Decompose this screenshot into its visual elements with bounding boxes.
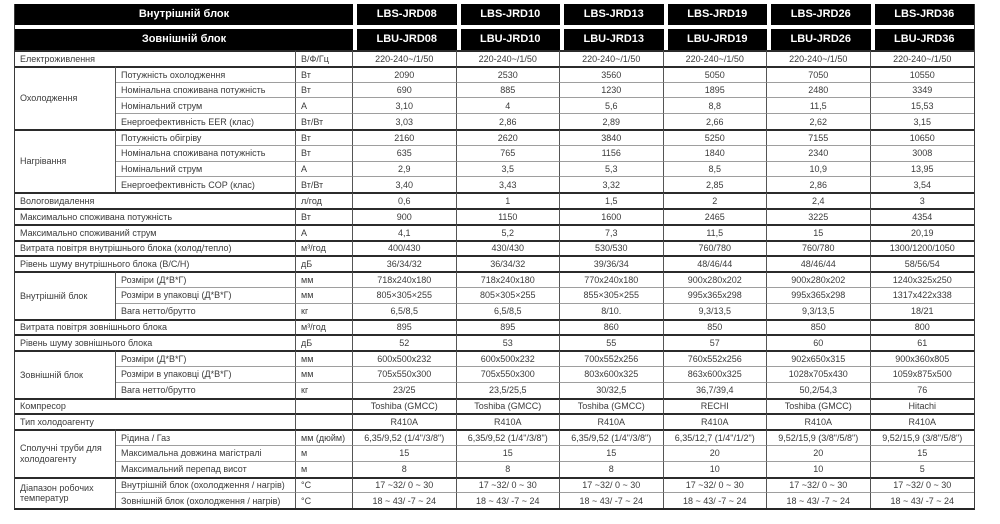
value-cell: 1,5 (560, 192, 664, 208)
value-cell: 5,2 (457, 224, 561, 240)
value-cell: 20,19 (871, 224, 975, 240)
value-cell: 20 (664, 445, 768, 461)
outdoor-model-header: LBU-JRD13 (560, 29, 664, 50)
value-cell: 8/10. (560, 303, 664, 319)
value-cell: 61 (871, 334, 975, 350)
value-cell: 2465 (664, 208, 768, 224)
value-cell: 18 ~ 43/ -7 ~ 24 (871, 492, 975, 508)
unit-cell: кг (296, 303, 353, 319)
value-cell: 3 (871, 192, 975, 208)
value-cell: 18 ~ 43/ -7 ~ 24 (767, 492, 871, 508)
unit-cell: Вт/Вт (296, 113, 353, 129)
value-cell: 895 (353, 319, 457, 335)
unit-cell: А (296, 161, 353, 177)
value-cell: 8 (353, 461, 457, 477)
unit-cell: дБ (296, 255, 353, 271)
value-cell: 6,5/8,5 (457, 303, 561, 319)
value-cell: Hitachi (871, 398, 975, 414)
unit-cell: м³/год (296, 319, 353, 335)
unit-cell: м³/год (296, 240, 353, 256)
value-cell: 15,53 (871, 97, 975, 113)
unit-cell: В/Ф/Гц (296, 50, 353, 66)
unit-cell: Вт (296, 145, 353, 161)
value-cell: 800 (871, 319, 975, 335)
value-cell: 900x360x805 (871, 350, 975, 366)
outdoor-model-header: LBU-JRD26 (767, 29, 871, 50)
indoor-model-header: LBS-JRD08 (353, 4, 457, 25)
spec-row (15, 224, 974, 240)
unit-cell (296, 413, 353, 429)
spec-row (15, 350, 974, 366)
value-cell: 2,89 (560, 113, 664, 129)
value-cell: 1156 (560, 145, 664, 161)
value-cell: 58/56/54 (871, 255, 975, 271)
spec-row (15, 413, 974, 429)
unit-cell: л/год (296, 192, 353, 208)
spec-label-cell: Максимальна довжина магістралі (116, 445, 296, 461)
value-cell: 3349 (871, 82, 975, 98)
indoor-model-header: LBS-JRD36 (871, 4, 975, 25)
unit-cell: мм (дюйм) (296, 429, 353, 445)
value-cell: RECHI (664, 398, 768, 414)
spec-label-cell: Потужність охолодження (116, 66, 296, 82)
spec-row (15, 461, 974, 477)
unit-cell: А (296, 224, 353, 240)
spec-label-cell: Розміри (Д*В*Г) (116, 271, 296, 287)
spec-label-cell: Вага нетто/брутто (116, 303, 296, 319)
value-cell: 600x500x232 (457, 350, 561, 366)
value-cell: Toshiba (GMCC) (560, 398, 664, 414)
value-cell: 17 ~32/ 0 ~ 30 (664, 477, 768, 493)
value-cell: 5 (871, 461, 975, 477)
spec-row (15, 382, 974, 398)
spec-row (15, 445, 974, 461)
value-cell: 39/36/34 (560, 255, 664, 271)
indoor-model-header: LBS-JRD10 (457, 4, 561, 25)
value-cell: 4,1 (353, 224, 457, 240)
value-cell: 1240x325x250 (871, 271, 975, 287)
value-cell: 3225 (767, 208, 871, 224)
value-cell: 1150 (457, 208, 561, 224)
value-cell: 10 (767, 461, 871, 477)
value-cell: 895 (457, 319, 561, 335)
value-cell: 1028x705x430 (767, 366, 871, 382)
value-cell: 1300/1200/1050 (871, 240, 975, 256)
spec-label-cell: Вологовидалення (15, 192, 296, 208)
value-cell: 2,85 (664, 176, 768, 192)
value-cell: 6,5/8,5 (353, 303, 457, 319)
unit-cell: мм (296, 350, 353, 366)
group-label-cell: Нагрівання (15, 129, 116, 192)
value-cell: 805×305×255 (353, 287, 457, 303)
value-cell: 3,40 (353, 176, 457, 192)
value-cell: 7,3 (560, 224, 664, 240)
value-cell: 3,10 (353, 97, 457, 113)
spec-label-cell: Максимальний перепад висот (116, 461, 296, 477)
spec-row (15, 271, 974, 287)
value-cell: 1895 (664, 82, 768, 98)
spec-label-cell: Розміри в упаковці (Д*В*Г) (116, 287, 296, 303)
value-cell: 220-240~/1/50 (560, 50, 664, 66)
value-cell: 18/21 (871, 303, 975, 319)
value-cell: 36/34/32 (457, 255, 561, 271)
value-cell: 2 (664, 192, 768, 208)
value-cell: 2530 (457, 66, 561, 82)
value-cell: 900 (353, 208, 457, 224)
value-cell: 10650 (871, 129, 975, 145)
spec-label-cell: Розміри в упаковці (Д*В*Г) (116, 366, 296, 382)
spec-label-cell: Номінальний струм (116, 161, 296, 177)
value-cell: 220-240~/1/50 (664, 50, 768, 66)
unit-cell (296, 398, 353, 414)
spec-label-cell: Зовнішній блок (охолодження / нагрів) (116, 492, 296, 508)
value-cell: 765 (457, 145, 561, 161)
value-cell: 5250 (664, 129, 768, 145)
value-cell: 805×305×255 (457, 287, 561, 303)
value-cell: 600x500x232 (353, 350, 457, 366)
value-cell: 9,3/13,5 (664, 303, 768, 319)
value-cell: 53 (457, 334, 561, 350)
value-cell: 1600 (560, 208, 664, 224)
value-cell: 1840 (664, 145, 768, 161)
value-cell: 15 (457, 445, 561, 461)
value-cell: Toshiba (GMCC) (767, 398, 871, 414)
value-cell: 2,86 (457, 113, 561, 129)
value-cell: 902x650x315 (767, 350, 871, 366)
value-cell: 15 (871, 445, 975, 461)
spec-label-cell: Енергоефективність EER (клас) (116, 113, 296, 129)
unit-cell: Вт (296, 129, 353, 145)
spec-row (15, 97, 974, 113)
group-label-cell: Зовнішній блок (15, 350, 116, 397)
value-cell: 36,7/39,4 (664, 382, 768, 398)
value-cell: 718x240x180 (457, 271, 561, 287)
value-cell: 3,5 (457, 161, 561, 177)
value-cell: 7050 (767, 66, 871, 82)
value-cell: 220-240~/1/50 (457, 50, 561, 66)
value-cell: 3840 (560, 129, 664, 145)
unit-cell: м (296, 445, 353, 461)
value-cell: 3,15 (871, 113, 975, 129)
value-cell: 6,35/9,52 (1/4"/3/8") (457, 429, 561, 445)
value-cell: 9,52/15,9 (3/8"/5/8") (871, 429, 975, 445)
value-cell: R410A (871, 413, 975, 429)
unit-cell: мм (296, 366, 353, 382)
value-cell: 6,35/12,7 (1/4"/1/2") (664, 429, 768, 445)
value-cell: 2160 (353, 129, 457, 145)
value-cell: 2,9 (353, 161, 457, 177)
spec-label-cell: Номінальний струм (116, 97, 296, 113)
value-cell: Toshiba (GMCC) (353, 398, 457, 414)
spec-row (15, 129, 974, 145)
spec-label-cell: Внутрішній блок (охолодження / нагрів) (116, 477, 296, 493)
spec-label-cell: Номінальна споживана потужність (116, 145, 296, 161)
value-cell: 15 (353, 445, 457, 461)
value-cell: 52 (353, 334, 457, 350)
value-cell: 855×305×255 (560, 287, 664, 303)
value-cell: 400/430 (353, 240, 457, 256)
value-cell: 718x240x180 (353, 271, 457, 287)
value-cell: 760/780 (767, 240, 871, 256)
value-cell: 6,35/9,52 (1/4"/3/8") (353, 429, 457, 445)
indoor-model-header: LBS-JRD26 (767, 4, 871, 25)
value-cell: 8 (560, 461, 664, 477)
value-cell: 900x280x202 (664, 271, 768, 287)
spec-row (15, 477, 974, 493)
unit-cell: мм (296, 287, 353, 303)
value-cell: 2,4 (767, 192, 871, 208)
value-cell: 635 (353, 145, 457, 161)
value-cell: 5,6 (560, 97, 664, 113)
value-cell: 15 (560, 445, 664, 461)
spec-row (15, 287, 974, 303)
spec-row (15, 192, 974, 208)
value-cell: 850 (664, 319, 768, 335)
value-cell: 13,95 (871, 161, 975, 177)
value-cell: 1317x422x338 (871, 287, 975, 303)
unit-cell: м (296, 461, 353, 477)
outdoor-header-label: Зовнішній блок (15, 29, 353, 50)
spec-label-cell: Потужність обігріву (116, 129, 296, 145)
value-cell: 2,62 (767, 113, 871, 129)
value-cell: 220-240~/1/50 (767, 50, 871, 66)
value-cell: 15 (767, 224, 871, 240)
spec-row (15, 161, 974, 177)
spec-row (15, 255, 974, 271)
value-cell: 11,5 (664, 224, 768, 240)
unit-cell: кг (296, 382, 353, 398)
unit-cell: А (296, 97, 353, 113)
value-cell: 3,54 (871, 176, 975, 192)
value-cell: 10,9 (767, 161, 871, 177)
value-cell: 8,8 (664, 97, 768, 113)
value-cell: 0,6 (353, 192, 457, 208)
spec-row (15, 303, 974, 319)
value-cell: 1059x875x500 (871, 366, 975, 382)
unit-cell: °С (296, 477, 353, 493)
value-cell: 2480 (767, 82, 871, 98)
value-cell: 8,5 (664, 161, 768, 177)
spec-label-cell: Розміри (Д*В*Г) (116, 350, 296, 366)
value-cell: 18 ~ 43/ -7 ~ 24 (457, 492, 561, 508)
value-cell: 995x365x298 (664, 287, 768, 303)
value-cell: 17 ~32/ 0 ~ 30 (353, 477, 457, 493)
spec-label-cell: Витрата повітря внутрішнього блока (холод/тепло) (15, 240, 296, 256)
spec-label-cell: Максимально споживана потужність (15, 208, 296, 224)
value-cell: 2,86 (767, 176, 871, 192)
value-cell: 760/780 (664, 240, 768, 256)
outdoor-model-header: LBU-JRD10 (457, 29, 561, 50)
value-cell: 18 ~ 43/ -7 ~ 24 (560, 492, 664, 508)
value-cell: 57 (664, 334, 768, 350)
value-cell: 860 (560, 319, 664, 335)
spec-label-cell: Вага нетто/брутто (116, 382, 296, 398)
value-cell: 48/46/44 (767, 255, 871, 271)
spec-label-cell: Витрата повітря зовнішнього блока (15, 319, 296, 335)
spec-label-cell: Рівень шуму зовнішнього блока (15, 334, 296, 350)
value-cell: 17 ~32/ 0 ~ 30 (560, 477, 664, 493)
value-cell: 17 ~32/ 0 ~ 30 (457, 477, 561, 493)
value-cell: 2090 (353, 66, 457, 82)
value-cell: 5,3 (560, 161, 664, 177)
value-cell: 20 (767, 445, 871, 461)
value-cell: 995x365x298 (767, 287, 871, 303)
value-cell: 430/430 (457, 240, 561, 256)
value-cell: 6,35/9,52 (1/4"/3/8") (560, 429, 664, 445)
unit-cell: Вт/Вт (296, 176, 353, 192)
value-cell: 220-240~/1/50 (871, 50, 975, 66)
unit-cell: Вт (296, 208, 353, 224)
value-cell: 3560 (560, 66, 664, 82)
value-cell: 3,32 (560, 176, 664, 192)
spec-label-cell: Тип холодоагенту (15, 413, 296, 429)
spec-row (15, 66, 974, 82)
spec-row (15, 492, 974, 508)
value-cell: 7155 (767, 129, 871, 145)
value-cell: 23/25 (353, 382, 457, 398)
group-label-cell: Діапазон робочих температур (15, 477, 116, 509)
value-cell: 50,2/54,3 (767, 382, 871, 398)
indoor-header-label: Внутрішній блок (15, 4, 353, 25)
value-cell: R410A (457, 413, 561, 429)
value-cell: 220-240~/1/50 (353, 50, 457, 66)
value-cell: 3,43 (457, 176, 561, 192)
value-cell: 705x550x300 (457, 366, 561, 382)
value-cell: 803x600x325 (560, 366, 664, 382)
spec-label-cell: Рідина / Газ (116, 429, 296, 445)
value-cell: 55 (560, 334, 664, 350)
spec-row (15, 82, 974, 98)
value-cell: 30/32,5 (560, 382, 664, 398)
value-cell: 705x550x300 (353, 366, 457, 382)
value-cell: 18 ~ 43/ -7 ~ 24 (353, 492, 457, 508)
value-cell: 1 (457, 192, 561, 208)
value-cell: 36/34/32 (353, 255, 457, 271)
spec-label-cell: Номінальна споживана потужність (116, 82, 296, 98)
spec-row (15, 50, 974, 66)
group-label-cell: Охолодження (15, 66, 116, 129)
value-cell: R410A (767, 413, 871, 429)
value-cell: 8 (457, 461, 561, 477)
outdoor-model-header: LBU-JRD19 (664, 29, 768, 50)
value-cell: 18 ~ 43/ -7 ~ 24 (664, 492, 768, 508)
indoor-model-header: LBS-JRD19 (664, 4, 768, 25)
spec-label-cell: Енергоефективність COP (клас) (116, 176, 296, 192)
unit-cell: Вт (296, 82, 353, 98)
value-cell: Toshiba (GMCC) (457, 398, 561, 414)
value-cell: 863x600x325 (664, 366, 768, 382)
spec-table (14, 4, 975, 510)
value-cell: 48/46/44 (664, 255, 768, 271)
indoor-header-row (15, 4, 974, 25)
value-cell: 76 (871, 382, 975, 398)
value-cell: 9,52/15,9 (3/8"/5/8") (767, 429, 871, 445)
value-cell: 9,3/13,5 (767, 303, 871, 319)
spec-row (15, 398, 974, 414)
value-cell: 900x280x202 (767, 271, 871, 287)
spec-label-cell: Електроживлення (15, 50, 296, 66)
value-cell: 850 (767, 319, 871, 335)
value-cell: 700x552x256 (560, 350, 664, 366)
value-cell: R410A (664, 413, 768, 429)
spec-row (15, 113, 974, 129)
value-cell: 10 (664, 461, 768, 477)
value-cell: 17 ~32/ 0 ~ 30 (871, 477, 975, 493)
spec-row (15, 429, 974, 445)
value-cell: 2,66 (664, 113, 768, 129)
value-cell: 3008 (871, 145, 975, 161)
outdoor-model-header: LBU-JRD08 (353, 29, 457, 50)
value-cell: 3,03 (353, 113, 457, 129)
value-cell: 4354 (871, 208, 975, 224)
unit-cell: дБ (296, 334, 353, 350)
group-label-cell: Внутрішній блок (15, 271, 116, 318)
value-cell: 4 (457, 97, 561, 113)
spec-label-cell: Максимально споживаний струм (15, 224, 296, 240)
unit-cell: °С (296, 492, 353, 508)
value-cell: 885 (457, 82, 561, 98)
outdoor-model-header: LBU-JRD36 (871, 29, 975, 50)
group-label-cell: Сполучні труби для холодоагенту (15, 429, 116, 476)
value-cell: 2620 (457, 129, 561, 145)
value-cell: 10550 (871, 66, 975, 82)
spec-row (15, 176, 974, 192)
indoor-model-header: LBS-JRD13 (560, 4, 664, 25)
spec-row (15, 240, 974, 256)
unit-cell: Вт (296, 66, 353, 82)
value-cell: 770x240x180 (560, 271, 664, 287)
spec-row (15, 334, 974, 350)
value-cell: 1230 (560, 82, 664, 98)
value-cell: 23,5/25,5 (457, 382, 561, 398)
value-cell: R410A (560, 413, 664, 429)
value-cell: 760x552x256 (664, 350, 768, 366)
spec-label-cell: Компресор (15, 398, 296, 414)
outdoor-header-row (15, 29, 974, 50)
value-cell: 60 (767, 334, 871, 350)
value-cell: 530/530 (560, 240, 664, 256)
value-cell: R410A (353, 413, 457, 429)
spec-row (15, 366, 974, 382)
value-cell: 11,5 (767, 97, 871, 113)
spec-label-cell: Рівень шуму внутрішнього блока (В/С/Н) (15, 255, 296, 271)
unit-cell: мм (296, 271, 353, 287)
spec-row (15, 145, 974, 161)
value-cell: 5050 (664, 66, 768, 82)
spec-row (15, 319, 974, 335)
value-cell: 690 (353, 82, 457, 98)
value-cell: 2340 (767, 145, 871, 161)
spec-row (15, 208, 974, 224)
value-cell: 17 ~32/ 0 ~ 30 (767, 477, 871, 493)
